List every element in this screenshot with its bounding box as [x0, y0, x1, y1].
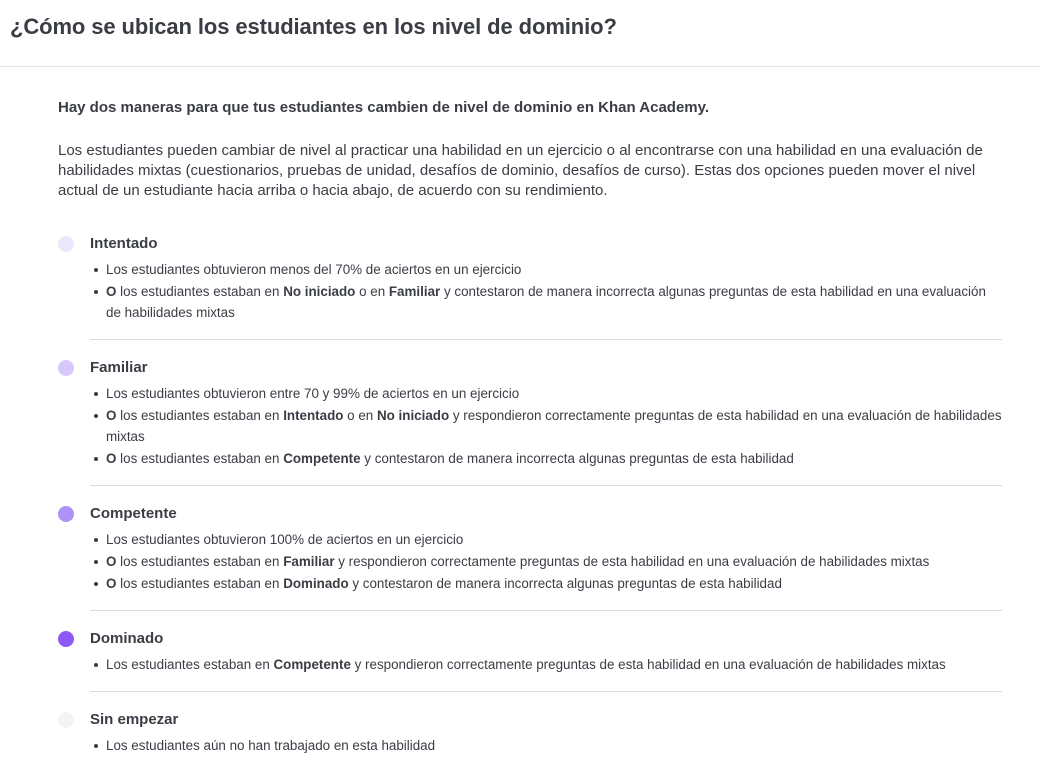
criteria-text: los estudiantes estaban en — [116, 451, 284, 466]
level-criteria-list — [90, 259, 1002, 323]
level-name: Competente — [90, 505, 177, 522]
criteria-text: los estudiantes estaban en — [116, 408, 284, 423]
level-name: Intentado — [90, 235, 158, 252]
criteria-emphasis: O — [106, 576, 117, 591]
criteria-item — [90, 654, 1002, 675]
level-divider — [90, 485, 1002, 486]
criteria-emphasis: Competente — [273, 657, 351, 672]
criteria-emphasis: Intentado — [283, 408, 344, 423]
level-section-dominado — [58, 629, 1002, 692]
level-dot-icon — [58, 631, 74, 647]
criteria-text: Los estudiantes obtuvieron entre 70 y 99% de aciertos en un ejercicio — [106, 386, 520, 401]
page-header — [0, 0, 1040, 67]
level-section-competente — [58, 504, 1002, 611]
level-divider — [90, 691, 1002, 692]
level-divider — [90, 610, 1002, 611]
description-text: Los estudiantes pueden cambiar de nivel al practicar una habilidad en un ejercicio o al encontrarse con una habilidad en una evaluación de habilidades mixtas (cuestionarios, pruebas de unidad, desafíos de dominio, desafíos de curso). Estas dos opciones pueden mover el nivel actual de un estudiante hacia arriba o hacia abajo, de acuerdo con su rendimiento. — [58, 142, 983, 199]
criteria-emphasis: Familiar — [283, 554, 335, 569]
level-criteria-list — [90, 735, 1002, 756]
criteria-item — [90, 735, 1002, 756]
level-divider — [90, 339, 1002, 340]
criteria-text: y contestaron de manera incorrecta algunas preguntas de esta habilidad — [348, 576, 782, 591]
criteria-item — [90, 448, 1002, 469]
level-section-intentado — [58, 234, 1002, 340]
level-criteria-list — [90, 383, 1002, 469]
criteria-text: los estudiantes estaban en — [116, 284, 284, 299]
mastery-levels-list — [58, 234, 1002, 756]
criteria-emphasis: Competente — [283, 451, 361, 466]
main-content — [0, 99, 1040, 756]
criteria-text: o en — [355, 284, 389, 299]
criteria-item — [90, 529, 1002, 550]
criteria-text: los estudiantes estaban en — [116, 554, 284, 569]
criteria-item — [90, 551, 1002, 572]
criteria-emphasis: No iniciado — [376, 408, 450, 423]
criteria-text: y contestaron de manera incorrecta algunas preguntas de esta habilidad en una evaluación de habilidades mixtas — [106, 284, 986, 320]
level-dot-icon — [58, 360, 74, 376]
level-section-familiar — [58, 358, 1002, 486]
level-criteria-list — [90, 654, 1002, 675]
criteria-emphasis: Familiar — [388, 284, 441, 299]
level-dot-icon — [58, 506, 74, 522]
criteria-text: Los estudiantes obtuvieron 100% de aciertos en un ejercicio — [106, 532, 464, 547]
level-name: Dominado — [90, 630, 164, 647]
criteria-item — [90, 383, 1002, 404]
level-criteria-list — [90, 529, 1002, 594]
criteria-text: Los estudiantes estaban en — [106, 657, 274, 672]
page-title: ¿Cómo se ubican los estudiantes en los nivel de dominio? — [10, 14, 617, 39]
criteria-emphasis: No iniciado — [283, 284, 356, 299]
criteria-text: y contestaron de manera incorrecta algunas preguntas de esta habilidad — [360, 451, 794, 466]
criteria-text: Los estudiantes obtuvieron menos del 70% de aciertos en un ejercicio — [106, 262, 522, 277]
level-section-sin-empezar — [58, 710, 1002, 756]
criteria-text: Los estudiantes aún no han trabajado en esta habilidad — [106, 738, 436, 753]
level-name: Familiar — [90, 359, 148, 376]
level-dot-icon — [58, 236, 74, 252]
criteria-item — [90, 405, 1002, 447]
criteria-text: y respondieron correctamente preguntas de esta habilidad en una evaluación de habilidades mixtas — [334, 554, 930, 569]
criteria-text: y respondieron correctamente preguntas de esta habilidad en una evaluación de habilidades mixtas — [350, 657, 946, 672]
criteria-emphasis: O — [106, 408, 117, 423]
level-dot-icon — [58, 712, 74, 728]
criteria-item — [90, 259, 1002, 280]
criteria-item — [90, 573, 1002, 594]
criteria-emphasis: Dominado — [283, 576, 349, 591]
criteria-text: y respondieron correctamente preguntas de esta habilidad en una evaluación de habilidades mixtas — [106, 408, 1002, 444]
criteria-emphasis: O — [106, 554, 117, 569]
intro-text: Hay dos maneras para que tus estudiantes cambien de nivel de dominio en Khan Academy. — [58, 99, 710, 116]
criteria-emphasis: O — [106, 284, 117, 299]
criteria-item — [90, 281, 1002, 323]
criteria-text: o en — [343, 408, 377, 423]
level-name: Sin empezar — [90, 711, 179, 728]
criteria-text: los estudiantes estaban en — [116, 576, 284, 591]
criteria-emphasis: O — [106, 451, 117, 466]
